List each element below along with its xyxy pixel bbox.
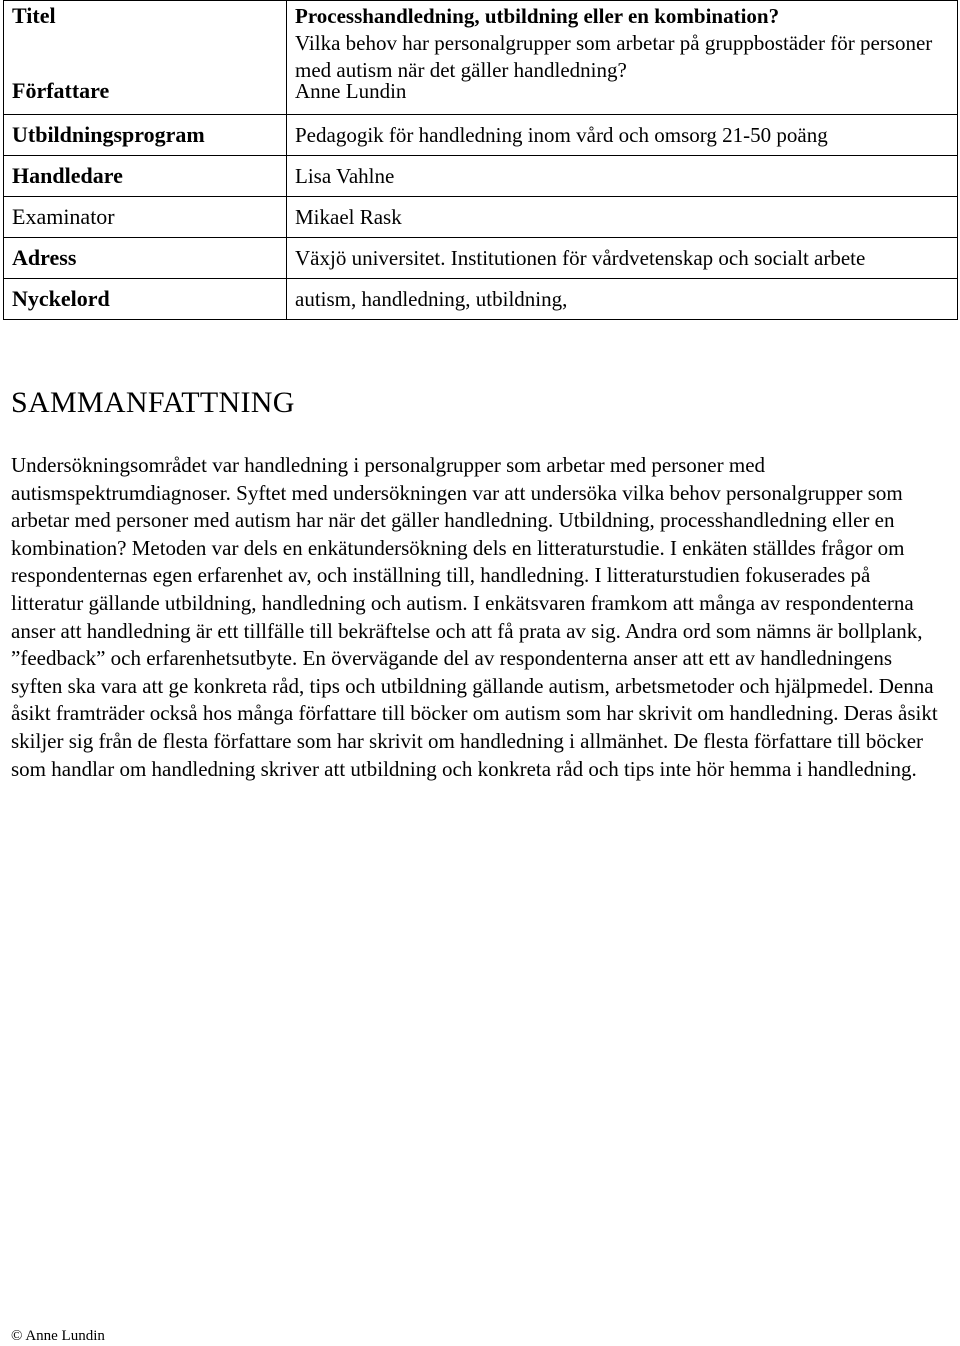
label-titel: Titel <box>12 3 56 28</box>
label-forfattare-cell <box>4 78 287 114</box>
value-handledare-cell <box>287 155 958 196</box>
footer-copyright: © Anne Lundin <box>11 1328 105 1344</box>
label-forfattare: Författare <box>12 78 110 103</box>
label-titel-cell <box>4 1 287 85</box>
summary-body: Undersökningsområdet var handledning i personalgrupper som arbetar med personer med autismspektrumdiagnoser. Syftet med undersökningen var att undersöka vilka behov personalgrupper som arbetar med personer med autism har när det gäller handledning. Utbildning, processhandledning eller en kombination? Metoden var dels en enkätundersökning dels en litteraturstudie. I enkäten ställdes frågor om respondenternas egen erfarenhet av, och inställning till, handledning. I litteraturstudien fokuserades på litteratur gällande utbildning, handledning och autism. I enkätsvaren framkom att många av respondenterna anser att handledning är ett tillfälle till bekräftelse och att få prata av sig. Andra ord som nämns är bollplank, ”feedback” och erfarenhetsutbyte. En övervägande del av respondenterna anser att ett av handledningens syften ska vara att ge konkreta råd, tips och utbildning gällande autism, arbetsmetoder och hjälpmedel. Denna åsikt framträder också hos många författare till böcker om autism som har skrivit om handledning. Deras åsikt skiljer sig från de flesta författare som har skrivit om handledning i allmänhet. De flesta författare till böcker som handlar om handledning skriver att utbildning och konkreta råd och tips inte hör hemma i handledning. <box>11 453 938 781</box>
row-adress <box>4 237 958 278</box>
row-nyckelord <box>4 278 958 319</box>
value-nyckelord-cell <box>287 278 958 319</box>
value-forfattare-cell <box>287 79 958 114</box>
row-handledare <box>4 155 958 196</box>
label-handledare-cell <box>4 155 287 196</box>
keywords-value: autism, handledning, utbildning, <box>295 286 568 311</box>
label-adress: Adress <box>12 244 77 270</box>
value-adress-cell <box>287 237 958 278</box>
label-adress-cell <box>4 237 287 278</box>
label-nyckelord-cell <box>4 278 287 319</box>
value-examinator-cell <box>287 196 958 237</box>
label-examinator: Examinator <box>12 203 115 229</box>
summary-heading: SAMMANFATTNING <box>11 386 295 419</box>
row-forfattare <box>4 84 958 114</box>
value-utbildningsprogram-cell <box>287 114 958 155</box>
row-examinator <box>4 196 958 237</box>
address-value: Växjö universitet. Institutionen för vårdvetenskap och socialt arbete <box>295 245 866 270</box>
label-nyckelord: Nyckelord <box>12 285 110 311</box>
examiner-name: Mikael Rask <box>295 204 402 229</box>
value-titel-cell <box>287 1 958 85</box>
label-examinator-cell <box>4 196 287 237</box>
thesis-subtitle: Vilka behov har personalgrupper som arbetar på gruppbostäder för personer med autism när det gäller handledning? <box>295 31 933 82</box>
label-utbildningsprogram-cell <box>4 114 287 155</box>
label-utbildningsprogram: Utbildningsprogram <box>12 121 205 147</box>
metadata-table <box>3 0 958 320</box>
row-titel <box>4 1 958 85</box>
supervisor-name: Lisa Vahlne <box>295 163 395 188</box>
thesis-title: Processhandledning, utbildning eller en kombination? <box>295 4 780 28</box>
program-name: Pedagogik för handledning inom vård och omsorg 21-50 poäng <box>295 122 828 147</box>
author-name: Anne Lundin <box>295 79 407 103</box>
row-utbildningsprogram <box>4 114 958 155</box>
label-handledare: Handledare <box>12 162 123 188</box>
